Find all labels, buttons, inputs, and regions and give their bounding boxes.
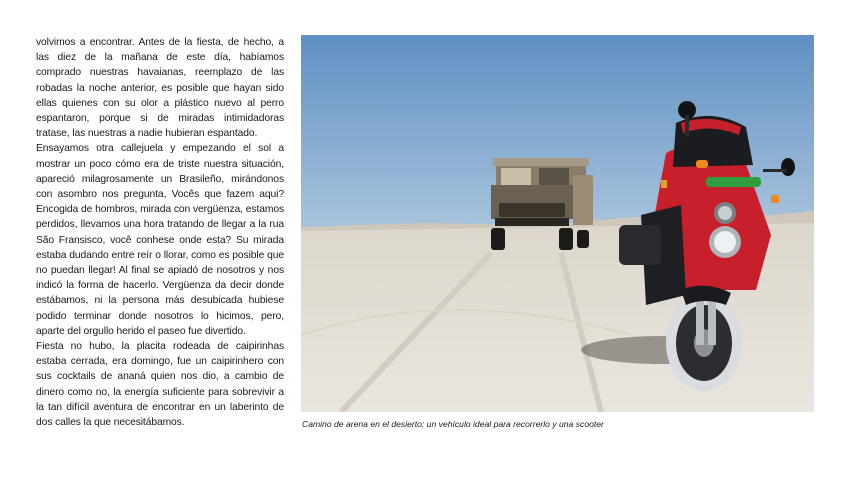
photo-caption: Camino de arena en el desierto; un vehículo ideal para recorrerlo y una scooter: [302, 419, 604, 429]
desert-road-photo: [301, 35, 814, 412]
paragraph-3: Fiesta no hubo, la placita rodeada de caipirinhas estaba cerrada, era domingo, fue un caipirinhero con sus cocktails de ananá quien nos dio, a cambio de dinero como no, la energía suficiente para sobrevivir a la tan difícil aventura de encontrar en un laberinto de dos calles la que necesitábamos.: [36, 341, 284, 429]
paragraph-2: Ensayamos otra callejuela y empezando el sol a mostrar un poco cómo era de triste nuestra situación, apareció milagrosamente un Brasileño, mirándonos con asombro nos pregunta, Vocês que fazem aqui? Encogida de hombros, mirada con vergüenza, estamos perdidos, llevamos una hora tratando de llegar a la rua São Fransisco, você conhese onde esta? Su mirada estaba dudando entre reír o llorar, como es posible que no puedan llegar! Al final se apiadó de nosotros y nos indicó la forma de hacerlo. Vergüenza da decir donde estábamos, ni la persona más desubicada hubiese podido terminar donde nosotros lo hicimos, pero, aparte del orgullo herido el paseo fue divertido.: [36, 143, 284, 337]
paragraph-1: volvimos a encontrar. Antes de la fiesta, de hecho, a las diez de la mañana de este día, habíamos comprado nuestras havaianas, reemplazo de las robadas la noche anterior, es posible que hayan sido ellas quienes con su olor a plástico nuevo al perro espantaron, porque si de miradas intimidadoras tratase, las nuestras a nadie hubieran espantado.: [36, 37, 284, 140]
article-text: [36, 35, 284, 430]
